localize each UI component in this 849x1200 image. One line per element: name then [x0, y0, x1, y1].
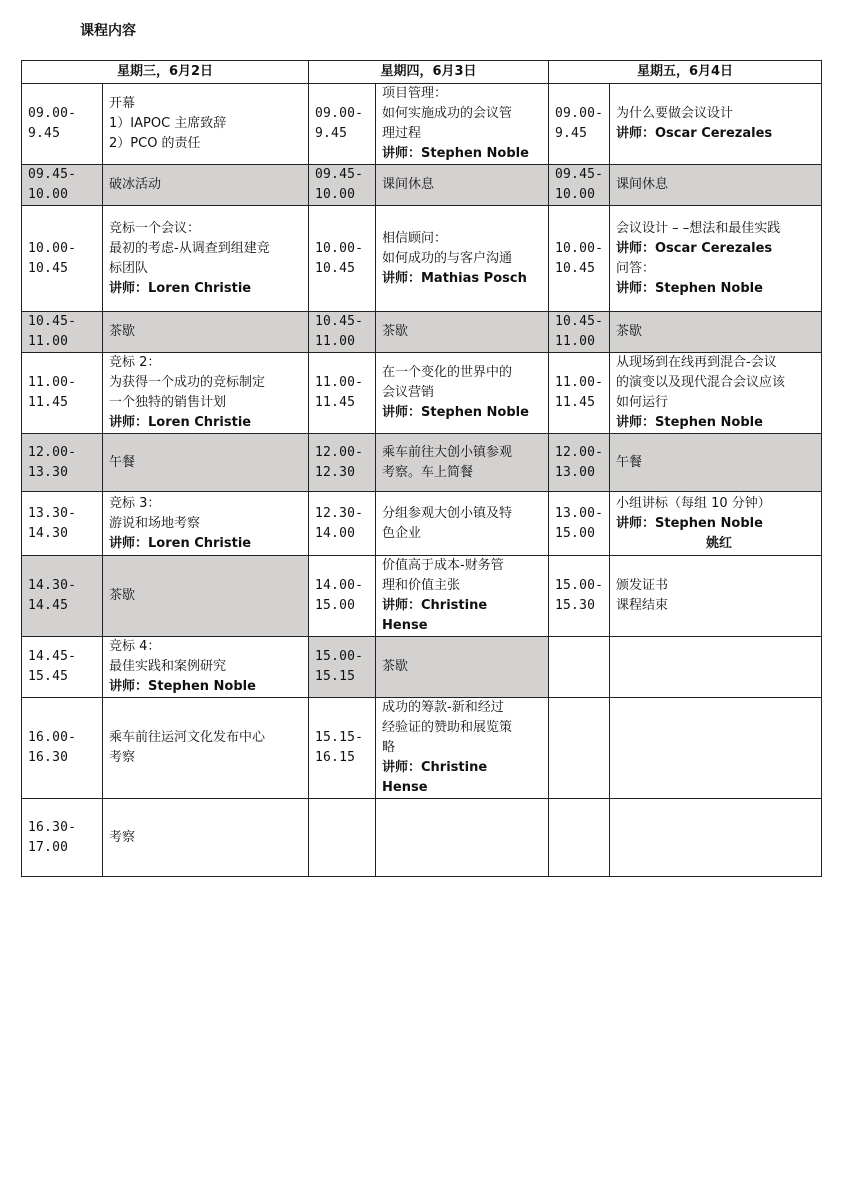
time-cell: 09.45- 10.00: [549, 165, 610, 206]
session-text: 价值高于成本-财务管: [382, 558, 504, 573]
session-text: 最佳实践和案例研究: [109, 659, 227, 674]
time-cell: 09.00- 9.45: [549, 84, 610, 165]
session-cell: [610, 434, 822, 492]
session-text: 如何成功的与客户沟通: [382, 250, 513, 266]
session-text: 略: [382, 740, 396, 755]
session-text: 竞标 2：: [109, 355, 161, 370]
time-cell: 10.00- 10.45: [22, 206, 103, 312]
session-text: 竞标一个会议：: [109, 220, 201, 236]
time-cell: 10.45- 11.00: [22, 312, 103, 353]
session-text: 竞标 3：: [109, 495, 161, 511]
session-text: 开幕: [109, 96, 136, 111]
time-cell: 14.45- 15.45: [22, 637, 103, 698]
time-cell: 13.00- 15.00: [549, 492, 610, 556]
table-row: [22, 353, 822, 434]
speaker-label: Hense: [382, 618, 428, 633]
session-cell: [610, 84, 822, 165]
speaker-label: Hense: [382, 780, 428, 795]
schedule-table: [21, 60, 822, 877]
session-cell: [610, 799, 822, 877]
session-text: 经验证的赞助和展览策: [382, 720, 513, 735]
session-text: 问答：: [616, 260, 656, 276]
session-text: 最初的考虑-从调查到组建竞: [109, 240, 270, 256]
table-row: [22, 556, 822, 637]
session-cell: [376, 84, 549, 165]
table-row: [22, 434, 822, 492]
session-text: 1）IAPOC 主席致辞: [109, 116, 227, 131]
session-text: 从现场到在线再到混合-会议: [616, 355, 777, 370]
session-text: 理过程: [382, 126, 422, 141]
time-cell: 10.00- 10.45: [549, 206, 610, 312]
session-cell: [610, 206, 822, 312]
session-cell: [376, 556, 549, 637]
time-cell: 11.00- 11.45: [22, 353, 103, 434]
session-text: 午餐: [109, 454, 136, 470]
session-cell: [103, 353, 309, 434]
session-cell: [103, 492, 309, 556]
session-cell: [103, 637, 309, 698]
schedule-body: [22, 84, 822, 877]
speaker-label: 讲师：Oscar Cerezales: [616, 126, 773, 141]
time-cell: 09.00- 9.45: [22, 84, 103, 165]
speaker-extra: 姚红: [706, 535, 733, 551]
time-cell: 11.00- 11.45: [549, 353, 610, 434]
session-cell: [376, 799, 549, 877]
session-text: 考察: [109, 829, 136, 845]
page-title: 课程内容: [80, 23, 136, 39]
speaker-label: 讲师：Christine: [382, 598, 488, 613]
session-text: 2）PCO 的责任: [109, 136, 201, 151]
speaker-label: 讲师：Stephen Noble: [382, 146, 529, 161]
time-cell: 12.00- 12.30: [309, 434, 376, 492]
session-cell: [103, 312, 309, 353]
session-text: 标团队: [109, 260, 149, 276]
time-cell: 14.30- 14.45: [22, 556, 103, 637]
session-cell: [610, 312, 822, 353]
header-row: [22, 61, 822, 84]
session-cell: [103, 206, 309, 312]
session-text: 项目管理：: [382, 86, 448, 101]
session-text: 茶歇: [109, 588, 136, 603]
session-cell: [376, 165, 549, 206]
time-cell: 14.00- 15.00: [309, 556, 376, 637]
session-text: 课程结束: [616, 598, 669, 613]
time-cell: [309, 799, 376, 877]
session-cell: [376, 492, 549, 556]
speaker-label: 讲师：Stephen Noble: [616, 280, 763, 296]
time-cell: 09.00- 9.45: [309, 84, 376, 165]
session-text: 为什么要做会议设计: [616, 106, 734, 121]
session-text: 一个独特的销售计划: [109, 395, 227, 410]
speaker-label: 讲师：Loren Christie: [109, 535, 252, 551]
speaker-label: 讲师：Stephen Noble: [382, 405, 529, 420]
session-text: 相信顾问：: [382, 230, 448, 246]
speaker-label: 讲师：Mathias Posch: [382, 270, 527, 286]
time-cell: 15.00- 15.30: [549, 556, 610, 637]
session-text: 小组讲标（每组 10 分钟）: [616, 495, 771, 511]
session-cell: [610, 698, 822, 799]
time-cell: 10.45- 11.00: [309, 312, 376, 353]
table-row: [22, 206, 822, 312]
time-cell: 11.00- 11.45: [309, 353, 376, 434]
table-row: [22, 637, 822, 698]
session-text: 的演变以及现代混合会议应该: [616, 375, 786, 390]
time-cell: 09.45- 10.00: [309, 165, 376, 206]
time-cell: 16.00- 16.30: [22, 698, 103, 799]
session-text: 茶歇: [616, 324, 643, 339]
time-cell: [549, 637, 610, 698]
speaker-label: 讲师：Stephen Noble: [616, 515, 763, 531]
session-text: 如何运行: [616, 395, 669, 410]
session-cell: [376, 206, 549, 312]
session-cell: [610, 165, 822, 206]
session-text: 理和价值主张: [382, 578, 461, 593]
session-text: 会议设计 – –想法和最佳实践: [616, 220, 781, 236]
session-text: 竞标 4：: [109, 639, 161, 654]
session-cell: [376, 434, 549, 492]
session-text: 颁发证书: [616, 578, 669, 593]
session-cell: [610, 353, 822, 434]
table-row: [22, 165, 822, 206]
day-header-thu: 星期四，6月3日: [309, 61, 549, 84]
session-text: 考察。车上简餐: [382, 464, 474, 480]
time-cell: 09.45- 10.00: [22, 165, 103, 206]
session-text: 分组参观大创小镇及特: [382, 505, 513, 521]
session-text: 考察: [109, 750, 136, 765]
session-cell: [103, 799, 309, 877]
time-cell: 12.30- 14.00: [309, 492, 376, 556]
time-cell: 10.45- 11.00: [549, 312, 610, 353]
day-header-wed: 星期三，6月2日: [22, 61, 309, 84]
session-text: 色企业: [382, 525, 422, 541]
session-cell: [103, 165, 309, 206]
time-cell: [549, 698, 610, 799]
session-text: 为获得一个成功的竞标制定: [109, 375, 266, 390]
session-cell: [103, 556, 309, 637]
time-cell: 10.00- 10.45: [309, 206, 376, 312]
session-cell: [610, 492, 822, 556]
session-cell: [376, 312, 549, 353]
speaker-label: 讲师：Stephen Noble: [616, 415, 763, 430]
speaker-label: 讲师：Loren Christie: [109, 415, 252, 430]
session-cell: [376, 637, 549, 698]
table-row: [22, 799, 822, 877]
table-row: [22, 84, 822, 165]
session-text: 会议营销: [382, 385, 435, 400]
time-cell: 15.00- 15.15: [309, 637, 376, 698]
session-text: 课间休息: [616, 177, 669, 192]
session-text: 破冰活动: [109, 177, 162, 192]
session-text: 游说和场地考察: [109, 515, 201, 531]
session-text: 午餐: [616, 454, 643, 470]
speaker-label: 讲师：Christine: [382, 760, 488, 775]
time-cell: 13.30- 14.30: [22, 492, 103, 556]
time-cell: 15.15- 16.15: [309, 698, 376, 799]
table-row: [22, 698, 822, 799]
table-row: [22, 312, 822, 353]
session-text: 成功的筹款-新和经过: [382, 700, 504, 715]
time-cell: [549, 799, 610, 877]
session-cell: [103, 434, 309, 492]
session-text: 茶歇: [382, 659, 409, 674]
session-text: 如何实施成功的会议管: [382, 106, 513, 121]
speaker-label: 讲师：Loren Christie: [109, 280, 252, 296]
session-cell: [103, 698, 309, 799]
session-cell: [610, 556, 822, 637]
session-text: 课间休息: [382, 177, 435, 192]
time-cell: 12.00- 13.30: [22, 434, 103, 492]
session-text: 茶歇: [382, 324, 409, 339]
day-header-fri: 星期五，6月4日: [549, 61, 822, 84]
session-text: 茶歇: [109, 324, 136, 339]
speaker-label: 讲师：Oscar Cerezales: [616, 240, 773, 256]
session-text: 在一个变化的世界中的: [382, 365, 513, 380]
session-cell: [610, 637, 822, 698]
session-cell: [376, 698, 549, 799]
speaker-label: 讲师：Stephen Noble: [109, 679, 256, 694]
session-cell: [103, 84, 309, 165]
time-cell: 16.30- 17.00: [22, 799, 103, 877]
time-cell: 12.00- 13.00: [549, 434, 610, 492]
session-text: 乘车前往大创小镇参观: [382, 444, 513, 460]
session-cell: [376, 353, 549, 434]
session-text: 乘车前往运河文化发布中心: [109, 730, 266, 745]
table-row: [22, 492, 822, 556]
